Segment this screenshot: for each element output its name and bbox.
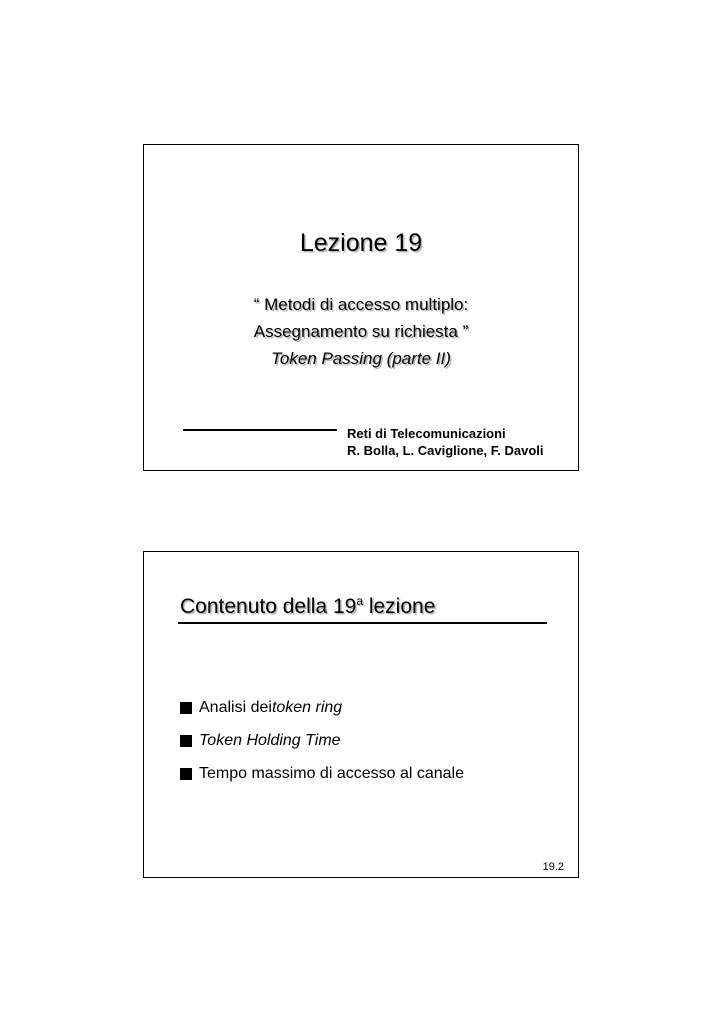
course-authors: R. Bolla, L. Caviglione, F. Davoli — [347, 443, 544, 458]
slide-2-title-underline — [178, 622, 547, 624]
slide-1-subtitle-line-2: Assegnamento su richiesta ” — [253, 322, 469, 341]
slide-1-subtitle-line-3: Token Passing (parte II) — [271, 349, 451, 368]
slide-2 — [143, 551, 579, 878]
list-item-italic-text: token ring — [271, 699, 343, 716]
square-bullet-icon — [180, 702, 192, 714]
list-item-text: Tempo massimo di accesso al canale — [199, 765, 465, 782]
list-item — [180, 763, 464, 785]
slide-2-title-end: lezione — [363, 595, 436, 618]
slide-2-title-superscript: a — [356, 594, 363, 608]
square-bullet-icon — [180, 735, 192, 747]
slide-2-title-main: Contenuto della 19 — [180, 595, 357, 618]
slide-1-divider — [183, 429, 337, 431]
list-item-italic-text: Token Holding Time — [199, 732, 341, 749]
list-item-text: Analisi dei — [199, 699, 272, 716]
slide-2-title — [180, 593, 435, 621]
course-name: Reti di Telecomunicazioni — [347, 426, 506, 441]
list-item — [180, 730, 341, 752]
list-item — [180, 697, 342, 719]
slide-1 — [143, 144, 579, 471]
slide-1-subtitle-line-1: “ Metodi di accesso multiplo: — [253, 295, 469, 314]
square-bullet-icon — [180, 768, 192, 780]
slide-1-title: Lezione 19 — [299, 229, 423, 257]
page-number: 19.2 — [542, 861, 564, 873]
